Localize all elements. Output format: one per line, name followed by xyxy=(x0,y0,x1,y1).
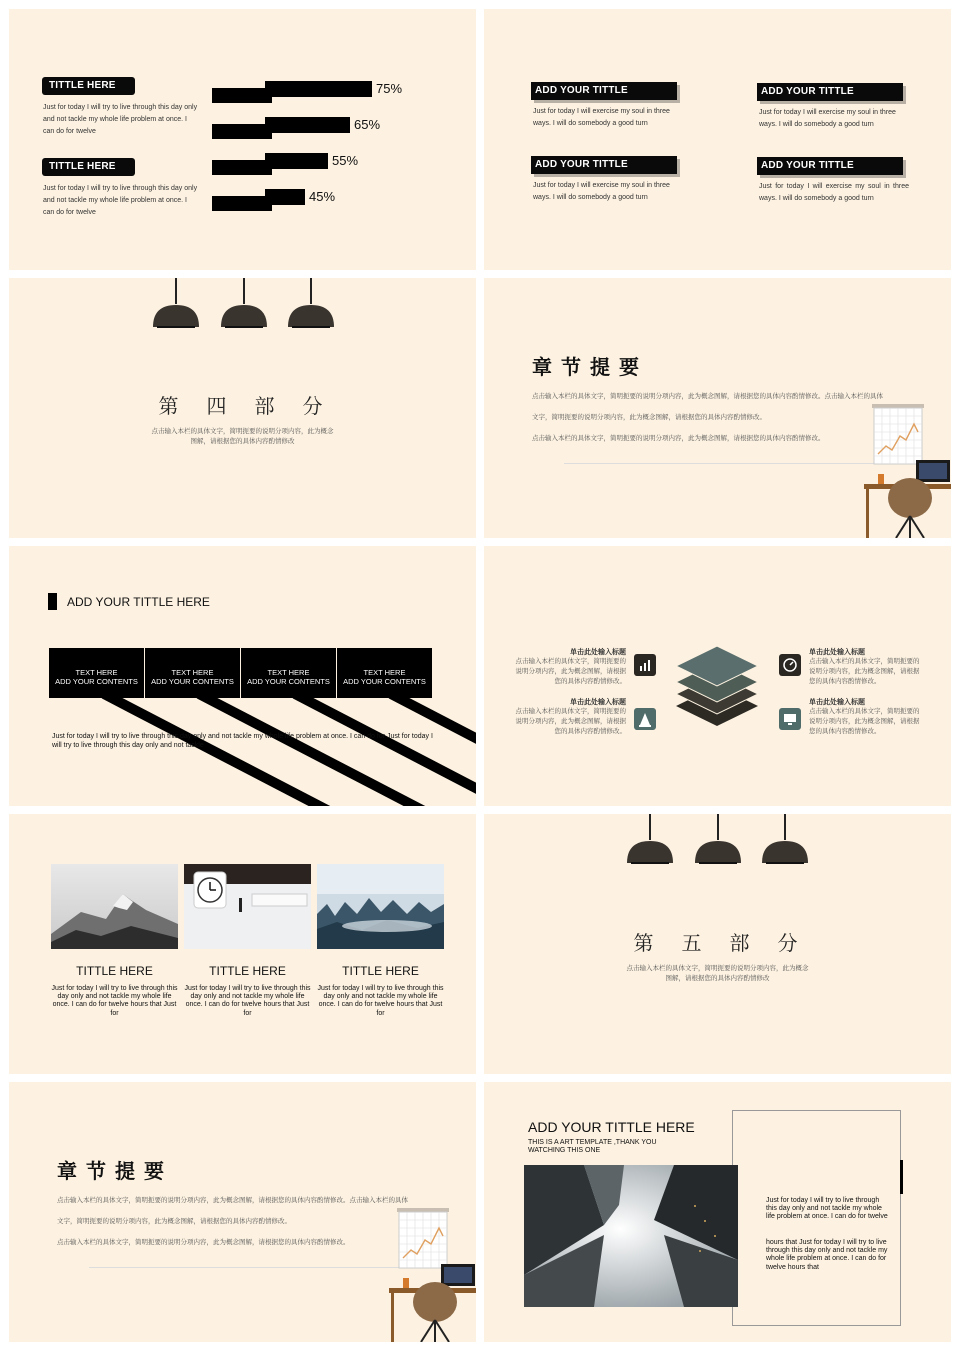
title-2-text: Just for today I will try to live through this day only and not tackle my whole life problem at once. I can do for twelve xyxy=(43,185,198,216)
chapter-title: 章节提要 xyxy=(532,357,648,379)
slide-sub-2: WATCHING THIS ONE xyxy=(528,1147,601,1154)
lamp-icon xyxy=(219,302,269,328)
section-sub-1: 点击输入本栏的具体文字，简明扼要的说明分项内容，此为概念 xyxy=(626,965,809,972)
left-item-2-text: 点击输入本栏的具体文字，简明扼要的说明分项内容，此为概念图解，请根据您的具体内容酌情修改。 xyxy=(515,708,626,735)
monitor-icon xyxy=(779,708,801,730)
item-4-text: Just for today I will exercise my soul in three ways. I will do somebody a good turn xyxy=(759,183,909,202)
right-item-2-title: 单击此处输入标题 xyxy=(809,699,865,706)
item-2-title-label: ADD YOUR TITTLE xyxy=(761,86,854,97)
body-text-2: hours that Just for today I will try to live through this day only and not tackle my whole life problem at once. I can do for twelve hours that xyxy=(766,1239,888,1271)
item-4-title xyxy=(757,157,903,175)
tab-1-line-2: ADD YOUR CONTENTS xyxy=(55,677,138,686)
item-4-title-label: ADD YOUR TITTLE xyxy=(761,160,854,171)
right-item-2 xyxy=(809,697,923,737)
desk-scene-icon xyxy=(864,402,951,538)
compass-icon xyxy=(779,654,801,676)
left-item-1 xyxy=(512,647,626,687)
title-tag-1 xyxy=(42,77,135,95)
item-1-title-label: ADD YOUR TITTLE xyxy=(535,85,628,96)
slide-sub-1: THIS IS A ART TEMPLATE ,THANK YOU xyxy=(528,1139,657,1146)
slide-title: ADD YOUR TITTLE HERE xyxy=(67,595,210,609)
section-sub-2: 图解，请根据您的具体内容酌情修改 xyxy=(190,438,295,445)
slide-four-titles xyxy=(484,9,951,270)
slide-section-five xyxy=(484,814,951,1074)
lamp-icon xyxy=(151,302,201,328)
right-item-2-text: 点击输入本栏的具体文字，简明扼要的说明分项内容，此为概念图解，请根据您的具体内容酌情修改。 xyxy=(809,708,920,735)
left-item-1-text: 点击输入本栏的具体文字，简明扼要的说明分项内容，此为概念图解，请根据您的具体内容酌情修改。 xyxy=(515,658,626,685)
slide-tabs-stripes xyxy=(9,546,476,806)
bar-fill xyxy=(265,117,350,133)
right-item-1-text: 点击输入本栏的具体文字，简明扼要的说明分项内容，此为概念图解，请根据您的具体内容酌情修改。 xyxy=(809,658,920,685)
title-tag-2 xyxy=(42,158,135,176)
card-3-title: TITTLE HERE xyxy=(342,964,419,978)
chapter-text-3: 点击输入本栏的具体文字，简明扼要的说明分项内容，此为概念图解，请根据您的具体内容酌情修改。 xyxy=(532,435,825,442)
slide-layers xyxy=(484,546,951,806)
bar-value-label: 65% xyxy=(354,117,381,132)
slide-bar-progress xyxy=(9,9,476,270)
divider xyxy=(89,1267,409,1268)
section-sub-2: 图解，请根据您的具体内容酌情修改 xyxy=(665,975,770,982)
tab-4-line-2: ADD YOUR CONTENTS xyxy=(343,677,426,686)
section-title: 第 五 部 分 xyxy=(633,931,802,955)
desk-clock-image xyxy=(184,864,311,949)
lamp-icon xyxy=(286,302,336,328)
snowy-mountain-image xyxy=(51,864,178,949)
card-2-title: TITTLE HERE xyxy=(209,964,286,978)
lamp-icon xyxy=(625,838,675,864)
item-3-title-label: ADD YOUR TITTLE xyxy=(535,159,628,170)
tab-3-line-2: ADD YOUR CONTENTS xyxy=(247,677,330,686)
section-title: 第 四 部 分 xyxy=(158,394,327,418)
slide-title: ADD YOUR TITTLE HERE xyxy=(528,1119,699,1135)
tab-4[interactable] xyxy=(337,648,432,698)
chapter-text-3: 点击输入本栏的具体文字，简明扼要的说明分项内容，此为概念图解，请根据您的具体内容酌情修改。 xyxy=(57,1239,350,1246)
frame-accent xyxy=(900,1160,903,1194)
item-3-title xyxy=(531,156,677,174)
tab-4-line-1: TEXT HERE xyxy=(363,668,406,677)
slide-chapter-summary-2 xyxy=(9,1082,476,1342)
slide-photo-frame xyxy=(484,1082,951,1342)
item-2-title xyxy=(757,83,903,101)
desk-scene-icon xyxy=(389,1206,476,1342)
chapter-text-1: 点击输入本栏的具体文字，简明扼要的说明分项内容，此为概念图解，请根据您的具体内容酌情修改。点击输入本栏的具体 xyxy=(57,1197,408,1204)
bar-shadow xyxy=(212,88,272,103)
lamp-icon xyxy=(693,838,743,864)
slide-chapter-summary-1 xyxy=(484,278,951,538)
layers-icon xyxy=(674,644,760,736)
right-item-1 xyxy=(809,647,923,687)
left-item-1-title: 单击此处输入标题 xyxy=(570,649,626,656)
card-1-text: Just for today I will try to live through this day only and not tackle my whole life once. I can do for twelve hours that Just for xyxy=(51,985,178,1017)
tab-3-line-1: TEXT HERE xyxy=(267,668,310,677)
bar-value-label: 55% xyxy=(332,153,359,168)
misty-forest-image xyxy=(317,864,444,949)
bar-fill xyxy=(265,189,305,205)
tab-3[interactable] xyxy=(241,648,336,698)
chapter-text-1: 点击输入本栏的具体文字，简明扼要的说明分项内容，此为概念图解，请根据您的具体内容酌情修改。点击输入本栏的具体 xyxy=(532,393,883,400)
left-item-2-title: 单击此处输入标题 xyxy=(570,699,626,706)
bar-shadow xyxy=(212,196,272,211)
card-3 xyxy=(317,964,444,1018)
item-1-title xyxy=(531,82,677,100)
body-text-1: Just for today I will try to live through this day only and not tackle my whole life problem at once. I can do for twelve xyxy=(766,1197,888,1221)
tab-1-line-1: TEXT HERE xyxy=(75,668,118,677)
chapter-text-2: 文字，简明扼要的说明分项内容，此为概念图解，请根据您的具体内容酌情修改。 xyxy=(532,414,766,421)
tab-2-line-1: TEXT HERE xyxy=(171,668,214,677)
card-2 xyxy=(184,964,311,1018)
left-item-2 xyxy=(512,697,626,737)
card-1-title: TITTLE HERE xyxy=(76,964,153,978)
cone-icon xyxy=(634,708,656,730)
chapter-title: 章节提要 xyxy=(57,1161,173,1183)
bar-value-label: 45% xyxy=(309,189,336,204)
card-2-text: Just for today I will try to live through this day only and not tackle my whole life once. I can do for twelve hours that Just for xyxy=(184,985,311,1017)
bar-fill xyxy=(265,153,328,169)
card-3-text: Just for today I will try to live through this day only and not tackle my whole life once. I can do for twelve hours that Just for xyxy=(317,985,444,1017)
item-3-text: Just for today I will exercise my soul in three ways. I will do somebody a good turn xyxy=(533,182,670,201)
bar-shadow xyxy=(212,160,272,175)
bar-shadow xyxy=(212,124,272,139)
chart-icon xyxy=(634,654,656,676)
divider xyxy=(564,463,884,464)
chapter-text-2: 文字，简明扼要的说明分项内容，此为概念图解，请根据您的具体内容酌情修改。 xyxy=(57,1218,291,1225)
tab-2-line-2: ADD YOUR CONTENTS xyxy=(151,677,234,686)
section-sub-1: 点击输入本栏的具体文字，简明扼要的说明分项内容，此为概念 xyxy=(151,428,334,435)
slide-body: Just for today I will try to live through this day only and not tackle my whole life problem at once. I can do for Just for today I will try to live through this day only and not tackle xyxy=(52,733,433,749)
tab-2[interactable] xyxy=(145,648,240,698)
title-tag-2-label: TITTLE HERE xyxy=(49,161,116,172)
title-tag-1-label: TITTLE HERE xyxy=(49,80,116,91)
bar-value-label: 75% xyxy=(376,81,403,96)
slide-section-four xyxy=(9,278,476,538)
tab-1[interactable] xyxy=(49,648,144,698)
card-1 xyxy=(51,964,178,1018)
skyscrapers-image xyxy=(524,1165,738,1307)
item-1-text: Just for today I will exercise my soul in three ways. I will do somebody a good turn xyxy=(533,108,670,127)
slide-three-photos xyxy=(9,814,476,1074)
title-1-text: Just for today I will try to live through this day only and not tackle my whole life problem at once. I can do for twelve xyxy=(43,104,198,135)
right-item-1-title: 单击此处输入标题 xyxy=(809,649,865,656)
lamp-icon xyxy=(760,838,810,864)
bar-fill xyxy=(265,81,372,97)
item-2-text: Just for today I will exercise my soul in three ways. I will do somebody a good turn xyxy=(759,109,896,128)
